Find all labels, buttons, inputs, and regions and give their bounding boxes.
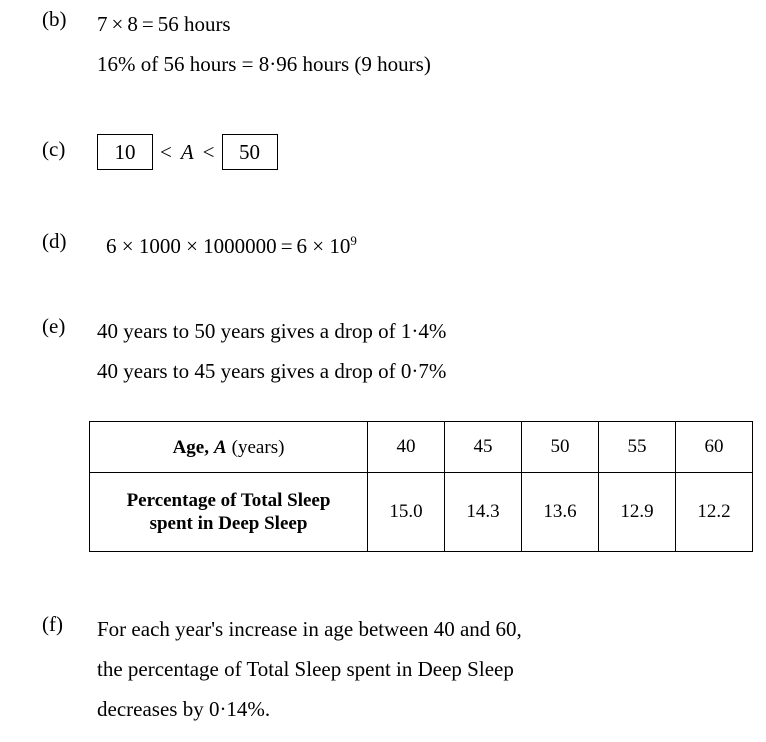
part-f-marker: (f) (42, 612, 63, 636)
part-b-operand-1: 7 (97, 12, 108, 36)
part-d-marker: (d) (42, 229, 67, 253)
percentage-label-line-2: spent in Deep Sleep (149, 513, 308, 534)
part-b-marker: (b) (42, 7, 67, 31)
age-cell-4: 60 (676, 422, 753, 473)
lower-bound-box[interactable]: 10 (97, 134, 153, 170)
table-row-percentage (90, 473, 753, 552)
row-header-age (90, 422, 368, 473)
part-b-operand-2: 8 (127, 12, 138, 36)
percentage-cell-1: 14.3 (445, 473, 522, 552)
part-b-result: 56 hours (157, 12, 231, 36)
part-e (42, 311, 446, 391)
age-label-variable: A (213, 436, 227, 458)
part-e-body (97, 311, 446, 391)
age-label-bold: Age, (172, 436, 209, 458)
part-f-line-1: For each year's increase in age between 40 and 60, (97, 617, 522, 641)
part-c-body (97, 134, 278, 170)
part-d-right-mantissa: 6 × 10 (296, 234, 351, 258)
part-f-body (97, 609, 522, 729)
equals-sign-icon: = (141, 12, 154, 36)
age-cell-0: 40 (368, 422, 445, 473)
part-f-line-2: the percentage of Total Sleep spent in Deep Sleep (97, 657, 514, 681)
percentage-cell-0: 15.0 (368, 473, 445, 552)
part-d-left-expression: 6 × 1000 × 1000000 (106, 234, 277, 258)
less-than-icon-right: < (202, 140, 215, 164)
part-e-line-2: 40 years to 45 years gives a drop of 0·7% (97, 359, 447, 383)
part-b-line-1 (97, 4, 431, 44)
upper-bound-box[interactable]: 50 (222, 134, 278, 170)
less-than-icon-left: < (160, 140, 172, 164)
part-c (42, 134, 278, 170)
part-f (42, 609, 522, 729)
part-b-body (97, 4, 431, 84)
sleep-data-table (89, 421, 753, 552)
age-cell-2: 50 (522, 422, 599, 473)
age-label-units: (years) (231, 436, 285, 458)
part-b (42, 4, 431, 84)
part-e-line-1: 40 years to 50 years gives a drop of 1·4% (97, 319, 447, 343)
equals-sign-icon: = (280, 234, 293, 258)
percentage-cell-3: 12.9 (599, 473, 676, 552)
age-cell-3: 55 (599, 422, 676, 473)
table-row-age (90, 422, 753, 473)
variable-a: A (180, 140, 194, 164)
part-d (42, 226, 357, 266)
part-c-marker: (c) (42, 137, 66, 161)
multiply-sign-icon: × (111, 12, 124, 36)
percentage-cell-4: 12.2 (676, 473, 753, 552)
part-e-marker: (e) (42, 314, 66, 338)
percentage-cell-2: 13.6 (522, 473, 599, 552)
row-header-percentage (90, 473, 368, 552)
part-f-line-3: decreases by 0·14%. (97, 697, 271, 721)
part-d-right-exponent: 9 (350, 233, 357, 248)
part-d-body (97, 226, 357, 266)
boxed-inequality (97, 134, 278, 170)
percentage-label-line-1: Percentage of Total Sleep (126, 490, 331, 511)
age-cell-1: 45 (445, 422, 522, 473)
part-d-equation (106, 226, 357, 266)
part-b-line-2: 16% of 56 hours = 8·96 hours (9 hours) (97, 52, 431, 76)
